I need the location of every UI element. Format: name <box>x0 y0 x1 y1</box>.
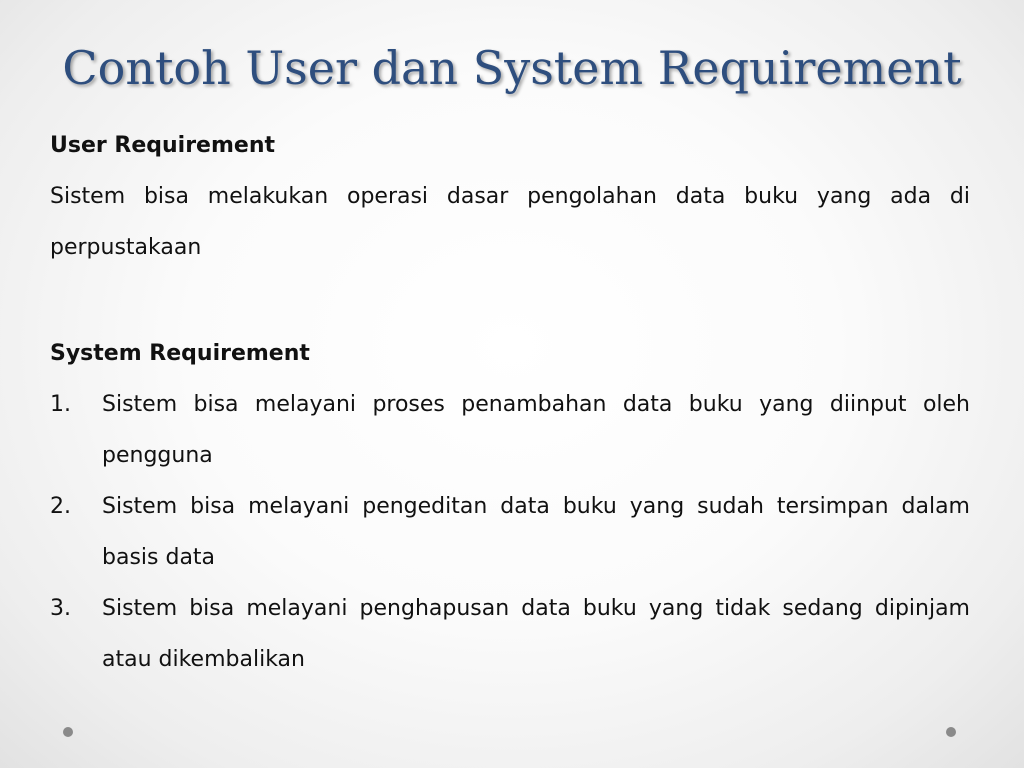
list-item-text: Sistem bisa melayani pengeditan data buku yang sudah tersimpan dalam basis data <box>102 494 970 570</box>
list-item-number: 1. <box>50 392 71 417</box>
slide-title: Contoh User dan System Requirement <box>62 41 962 95</box>
list-item-number: 2. <box>50 494 71 519</box>
slide-content <box>50 120 970 685</box>
section-spacer <box>50 273 970 328</box>
list-item-text: Sistem bisa melayani penghapusan data buku yang tidak sedang dipinjam atau dikembalikan <box>102 596 970 672</box>
system-requirement-heading: System Requirement <box>50 341 310 366</box>
list-item <box>50 583 970 685</box>
list-item <box>50 481 970 583</box>
list-item-number: 3. <box>50 596 71 621</box>
user-requirement-text: Sistem bisa melakukan operasi dasar pengolahan data buku yang ada di perpustakaan <box>50 184 970 260</box>
list-item-text: Sistem bisa melayani proses penambahan data buku yang diinput oleh pengguna <box>102 392 970 468</box>
user-requirement-heading: User Requirement <box>50 133 275 158</box>
system-requirement-list <box>50 379 970 685</box>
decorative-dot-right <box>946 727 956 737</box>
list-item <box>50 379 970 481</box>
decorative-dot-left <box>63 727 73 737</box>
